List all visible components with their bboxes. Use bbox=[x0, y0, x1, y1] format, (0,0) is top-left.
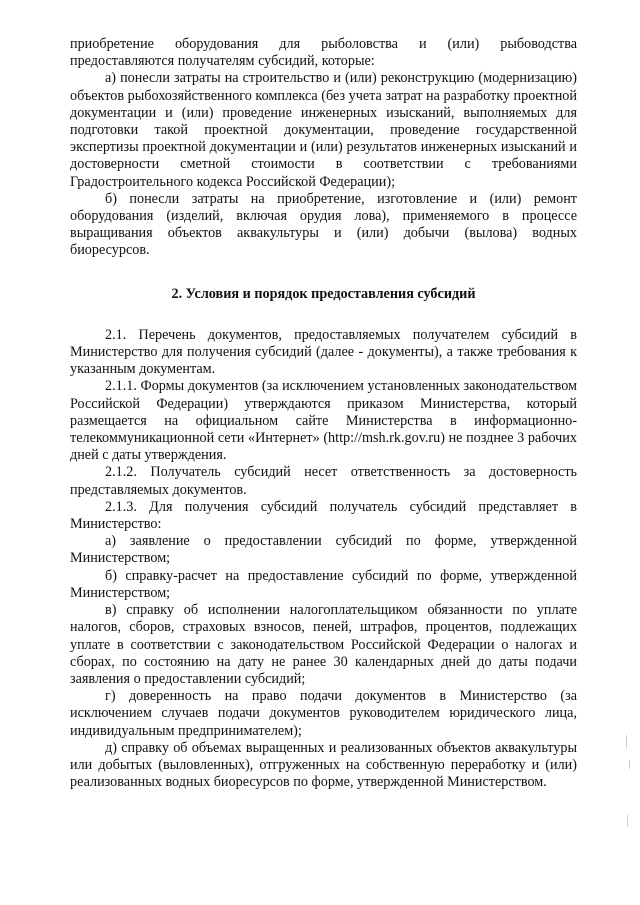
scan-artifact-mark bbox=[626, 735, 627, 749]
section-heading: 2. Условия и порядок предоставления субсидий bbox=[171, 285, 476, 302]
paragraph-2-1-3: 2.1.3. Для получения субсидий получатель субсидий представляет в Министерство: bbox=[70, 498, 577, 533]
list-item-a: а) заявление о предоставлении субсидий по форме, утвержденной Министерством; bbox=[70, 533, 577, 567]
paragraph-item-a: а) понесли затраты на строительство и (или) реконструкцию (модернизацию) объектов рыбохозяйственного комплекса (без учета затрат на разработку проектной документации и (или) проведение инженерных изысканий, выполняемых для подготовки такой проектной документации, проведение государственной экспертизы проектной документации и (или) результатов инженерных изысканий и достоверности сметной стоимости в соответствии с требованиями Градостроительного кодекса Российской Федерации); bbox=[70, 70, 577, 190]
scan-artifact-mark bbox=[627, 815, 628, 827]
paragraph-2-1-2: 2.1.2. Получатель субсидий несет ответственность за достоверность представляемых документов. bbox=[70, 464, 577, 498]
list-item-b: б) справку-расчет на предоставление субсидий по форме, утвержденной Министерством; bbox=[70, 567, 577, 601]
document-page bbox=[70, 36, 577, 791]
paragraph-2-1: 2.1. Перечень документов, предоставляемых получателем субсидий в Министерство для получения субсидий (далее - документы), а также требования к указанным документам. bbox=[70, 326, 577, 378]
paragraph-intro: приобретение оборудования для рыболовства и (или) рыбоводства предоставляются получателям субсидий, которые: bbox=[70, 36, 577, 70]
list-item-g: г) доверенность на право подачи документов в Министерство (за исключением случаев подачи документов руководителем юридического лица, индивидуальным предпринимателем); bbox=[70, 688, 577, 739]
list-item-d: д) справку об объемах выращенных и реализованных объектов аквакультуры или добытых (выловленных), отгруженных на собственную переработку и (или) реализованных водных биоресурсов по форме, утвержденной Министерством. bbox=[70, 739, 577, 791]
paragraph-2-1-1: 2.1.1. Формы документов (за исключением установленных законодательством Российской Федерации) утверждаются приказом Министерства, который размещается на официальном сайте Министерства в информационно-телекоммуникационной сети «Интернет» (http://msh.rk.gov.ru) не позднее 3 рабочих дней с даты утверждения. bbox=[70, 378, 577, 464]
list-item-v: в) справку об исполнении налогоплательщиком обязанности по уплате налогов, сборов, страховых взносов, пеней, штрафов, процентов, подлежащих уплате в соответствии с законодательством Российской Федерации о налогах и сборах, по состоянию на дату не ранее 30 календарных дней до даты подачи заявления о предоставлении субсидий; bbox=[70, 602, 577, 687]
scan-artifact-mark bbox=[629, 760, 630, 769]
paragraph-item-b: б) понесли затраты на приобретение, изготовление и (или) ремонт оборудования (изделий, включая орудия лова), применяемого в процессе выращивания объектов аквакультуры и (или) добычи (вылова) водных биоресурсов. bbox=[70, 190, 577, 259]
